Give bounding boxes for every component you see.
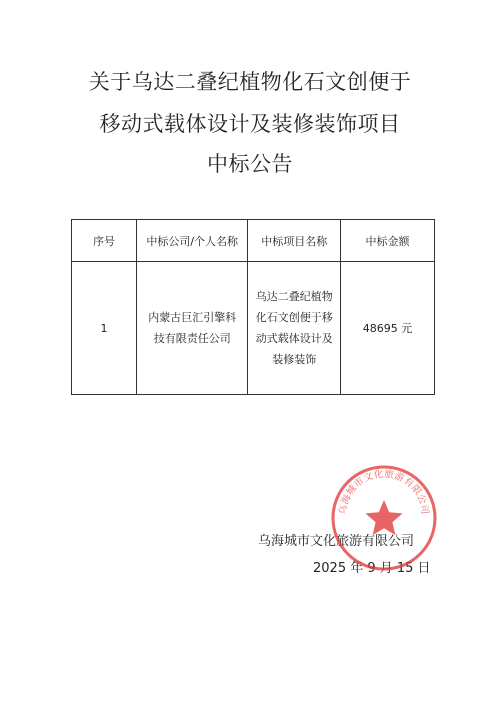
seal-star-icon [366, 500, 403, 535]
header-award-amount: 中标金额 [341, 220, 435, 262]
header-project-name: 中标项目名称 [248, 220, 341, 262]
seal-arc-text: 乌海城市文化旅游有限公司 [337, 468, 431, 516]
header-serial-number: 序号 [72, 220, 137, 262]
cell-winner-name [137, 262, 248, 395]
issuer-name: 乌海城市文化旅游有限公司 [258, 534, 415, 549]
cell-award-amount: 48695 元 [341, 262, 435, 395]
winner-name-text: 内蒙古巨汇引擎科技有限责任公司 [148, 311, 237, 345]
table-header-row [72, 220, 435, 262]
title-line-2: 移动式载体设计及装修装饰项目 [99, 112, 401, 136]
cell-serial-number: 1 [72, 262, 137, 395]
project-name-text: 乌达二叠纪植物化石文创便于移动式载体设计及装修装饰 [255, 290, 333, 366]
title-line-1: 关于乌达二叠纪植物化石文创便于 [88, 70, 412, 94]
award-table [71, 219, 435, 395]
issue-date: 2025 年 9 月 15 日 [313, 561, 431, 576]
company-seal-stamp [328, 462, 440, 574]
cell-project-name [248, 262, 341, 395]
header-winner-name: 中标公司/个人名称 [137, 220, 248, 262]
table-row [72, 262, 435, 395]
title-line-3: 中标公告 [207, 152, 293, 176]
